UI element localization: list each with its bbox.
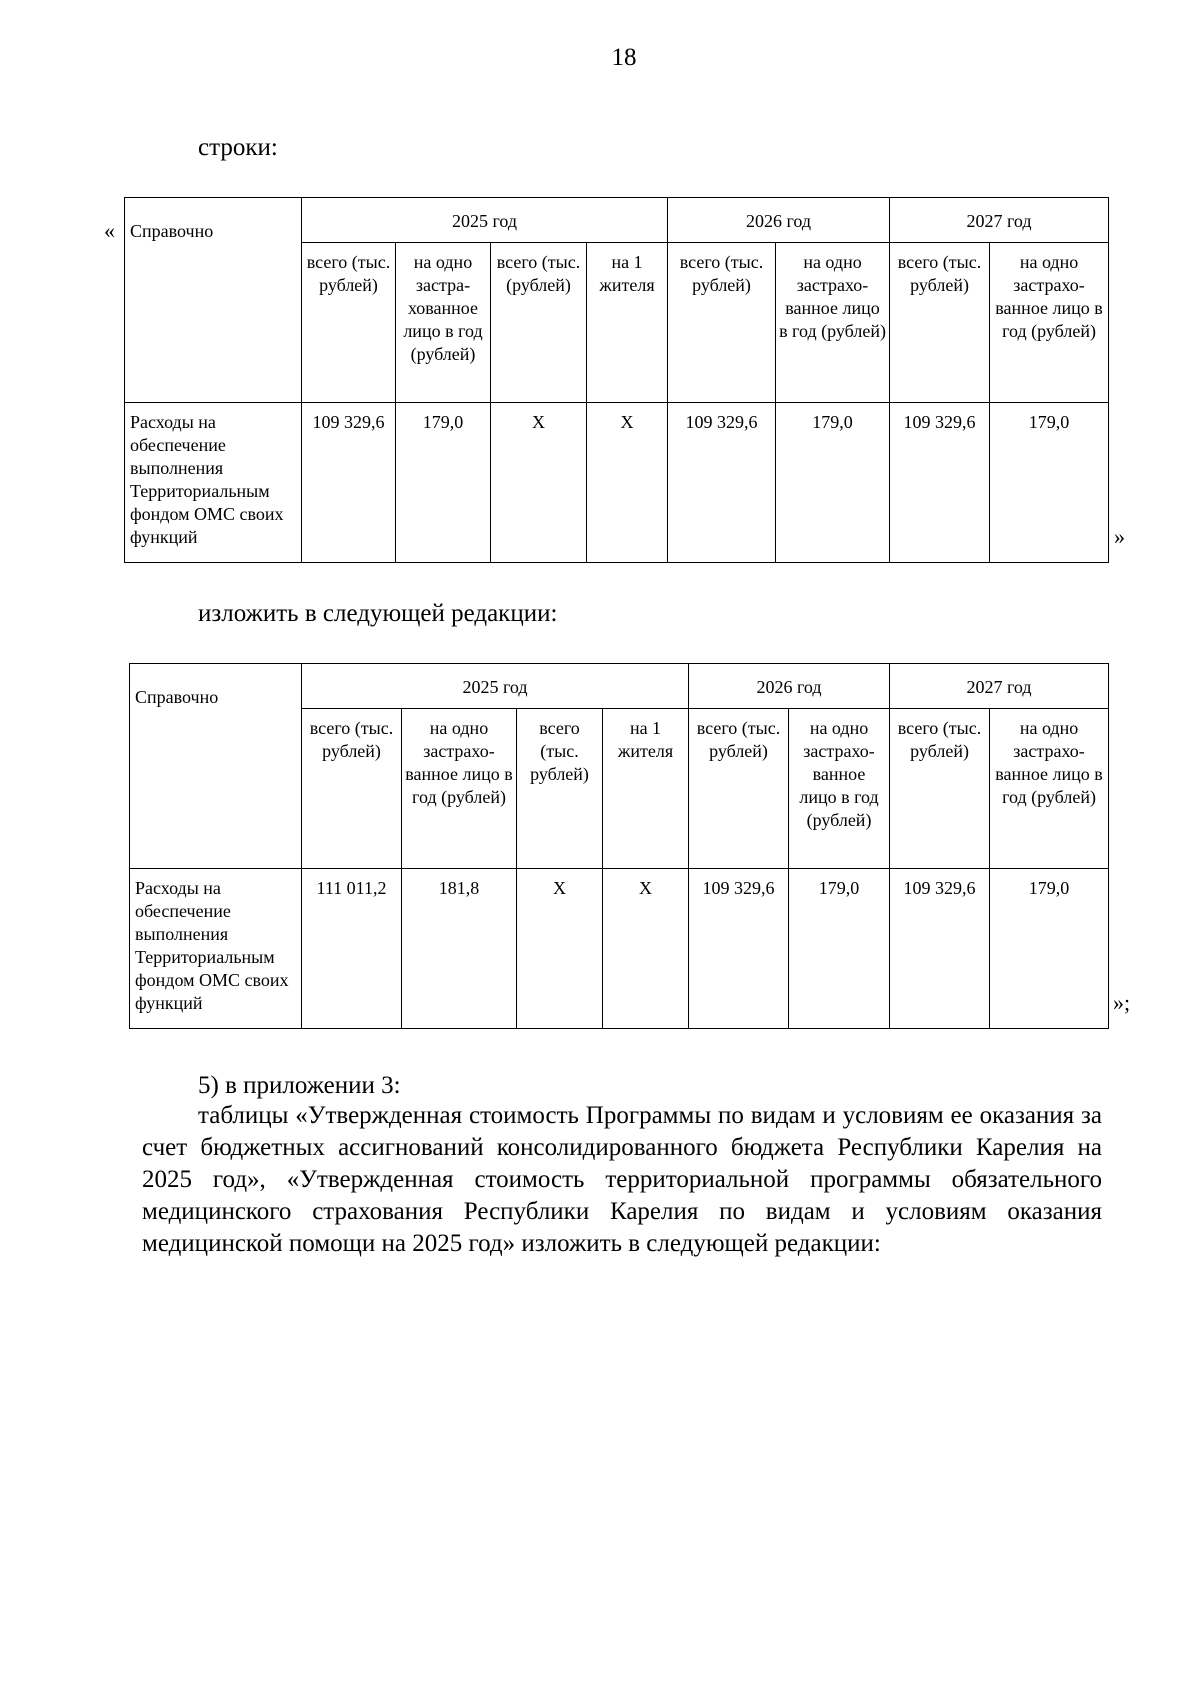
year-header: 2027 год — [890, 664, 1109, 709]
row-label: Расходы на обеспечение выполнения Территориальным фондом ОМС своих функций — [125, 403, 302, 563]
value-cell: 179,0 — [396, 403, 491, 563]
year-header: 2025 год — [302, 198, 668, 243]
intro-text: строки: — [198, 134, 278, 161]
subheader-cell: на одно застрахо-ванное лицо в год (рублей) — [402, 709, 517, 869]
subheader-cell: на одно застрахо-ванное лицо в год (рублей) — [990, 243, 1109, 403]
value-cell: 109 329,6 — [890, 869, 990, 1029]
value-cell: 179,0 — [990, 403, 1109, 563]
subheader-cell: всего (тыс. рублей) — [890, 709, 990, 869]
table-old — [124, 197, 1109, 563]
value-cell: 109 329,6 — [689, 869, 789, 1029]
value-cell: Х — [517, 869, 603, 1029]
subheader-cell: на одно застрахо-ванное лицо в год (рублей) — [776, 243, 890, 403]
close-quote-semicolon: »; — [1113, 990, 1131, 1015]
row-label: Расходы на обеспечение выполнения Территориальным фондом ОМС своих функций — [130, 869, 302, 1029]
close-quote: » — [1114, 524, 1125, 549]
row-header: Справочно — [125, 198, 302, 403]
subheader-cell: всего (тыс. рублей) — [302, 243, 396, 403]
value-cell: 179,0 — [776, 403, 890, 563]
year-header: 2025 год — [302, 664, 689, 709]
subheader-cell: на 1 жителя — [603, 709, 689, 869]
value-cell: 179,0 — [990, 869, 1109, 1029]
open-quote: « — [104, 218, 115, 243]
subheader-cell: всего (тыс. рублей) — [890, 243, 990, 403]
item5-heading: 5) в приложении 3: — [198, 1072, 401, 1099]
value-cell: Х — [603, 869, 689, 1029]
table-row — [130, 869, 1109, 1029]
item5-text: таблицы «Утвержденная стоимость Программы по видам и условиям ее оказания за счет бюджетных ассигнований консолидированного бюджета Республики Карелия на 2025 год», «Утвержденная стоимость территориальной программы обязательного медицинского страхования Республики Карелия по видам и условиям оказания медицинской помощи на 2025 год» изложить в следующей редакции: — [142, 1102, 1102, 1257]
middle-text: изложить в следующей редакции: — [198, 600, 558, 627]
subheader-cell: всего (тыс. рублей) — [689, 709, 789, 869]
subheader-cell: на одно застра-хованное лицо в год (рублей) — [396, 243, 491, 403]
item5-paragraph — [142, 1100, 1102, 1260]
value-cell: 109 329,6 — [302, 403, 396, 563]
subheader-cell: всего (тыс. рублей) — [302, 709, 402, 869]
subheader-cell: на одно застрахо-ванное лицо в год (рублей) — [990, 709, 1109, 869]
subheader-cell: всего (тыс. рублей) — [668, 243, 776, 403]
year-header: 2026 год — [668, 198, 890, 243]
table-new — [129, 663, 1109, 1029]
value-cell: Х — [491, 403, 587, 563]
row-header: Справочно — [130, 664, 302, 869]
table-row — [125, 403, 1109, 563]
subheader-cell: на 1 жителя — [587, 243, 668, 403]
subheader-cell: всего (тыс. рублей) — [517, 709, 603, 869]
value-cell: 111 011,2 — [302, 869, 402, 1029]
year-header: 2026 год — [689, 664, 890, 709]
value-cell: 181,8 — [402, 869, 517, 1029]
value-cell: 109 329,6 — [890, 403, 990, 563]
value-cell: 109 329,6 — [668, 403, 776, 563]
year-header: 2027 год — [890, 198, 1109, 243]
subheader-cell: на одно застрахо-ванное лицо в год (рублей) — [789, 709, 890, 869]
value-cell: 179,0 — [789, 869, 890, 1029]
page-number: 18 — [611, 44, 637, 71]
subheader-cell: всего (тыс. (рублей) — [491, 243, 587, 403]
value-cell: Х — [587, 403, 668, 563]
